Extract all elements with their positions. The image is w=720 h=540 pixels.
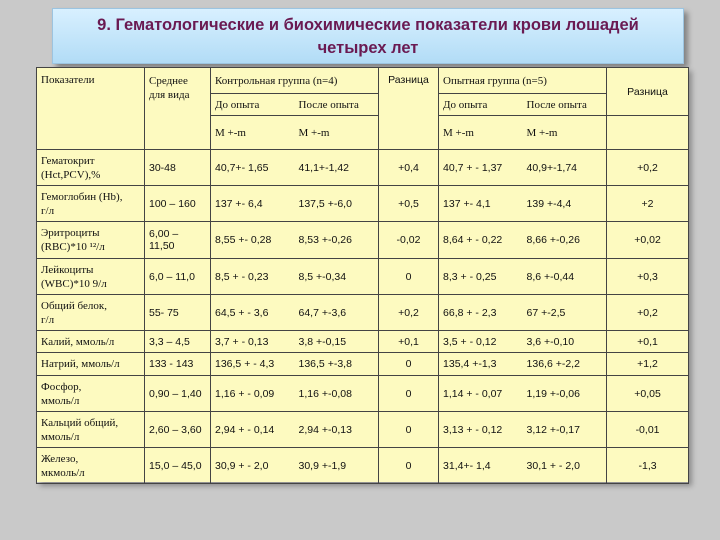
experimental-after: 3,6 +-0,10: [523, 331, 607, 353]
species-mean: 6,00 – 11,50: [145, 222, 211, 259]
header-mean: [145, 68, 211, 150]
header-mean-line-1: Среднее: [149, 75, 188, 87]
indicator-name-line-2: г/л: [41, 313, 55, 326]
experimental-before: 3,13 + - 0,12: [439, 412, 523, 448]
control-difference: 0: [379, 448, 439, 484]
species-mean: 2,60 – 3,60: [145, 412, 211, 448]
indicator-name-line-1: Кальций общий,: [41, 416, 119, 429]
indicator-name-line-1: Гемоглобин (Hb),: [41, 190, 123, 203]
header-m-2: М +-m: [295, 116, 379, 150]
experimental-after: 67 +-2,5: [523, 295, 607, 331]
experimental-difference: +1,2: [607, 353, 689, 376]
table-row: [37, 448, 689, 484]
experimental-difference: +0,1: [607, 331, 689, 353]
control-after: 41,1+-1,42: [295, 150, 379, 186]
indicator-name: [37, 331, 145, 353]
control-after: 3,8 +-0,15: [295, 331, 379, 353]
title-line-1: 9. Гематологические и биохимические показатели крови лошадей: [97, 16, 639, 34]
control-difference: -0,02: [379, 222, 439, 259]
control-difference: +0,2: [379, 295, 439, 331]
species-mean: 6,0 – 11,0: [145, 259, 211, 295]
experimental-after: 30,1 + - 2,0: [523, 448, 607, 484]
indicator-name: [37, 353, 145, 376]
control-difference: 0: [379, 412, 439, 448]
header-control-before: До опыта: [211, 94, 295, 116]
control-difference: 0: [379, 259, 439, 295]
experimental-after: 139 +-4,4: [523, 186, 607, 222]
species-mean: 100 – 160: [145, 186, 211, 222]
experimental-after: 40,9+-1,74: [523, 150, 607, 186]
table-row: [37, 295, 689, 331]
header-m-4: М +-m: [523, 116, 607, 150]
control-before: 30,9 + - 2,0: [211, 448, 295, 484]
control-difference: +0,5: [379, 186, 439, 222]
control-after: 137,5 +-6,0: [295, 186, 379, 222]
control-after: 30,9 +-1,9: [295, 448, 379, 484]
experimental-before: 3,5 + - 0,12: [439, 331, 523, 353]
table-row: [37, 150, 689, 186]
indicator-name-line-1: Общий белок,: [41, 299, 107, 312]
species-mean: 30-48: [145, 150, 211, 186]
indicator-name-line-2: ммоль/л: [41, 430, 80, 443]
experimental-before: 1,14 + - 0,07: [439, 376, 523, 412]
species-mean: 3,3 – 4,5: [145, 331, 211, 353]
experimental-difference: +2: [607, 186, 689, 222]
control-after: 1,16 +-0,08: [295, 376, 379, 412]
control-after: 8,5 +-0,34: [295, 259, 379, 295]
indicator-name: [37, 295, 145, 331]
experimental-difference: +0,02: [607, 222, 689, 259]
indicator-name-line-1: Натрий, ммоль/л: [41, 358, 120, 370]
table-row: [37, 331, 689, 353]
blood-indicators-table: [36, 67, 689, 484]
control-difference: +0,4: [379, 150, 439, 186]
header-m-1: М +-m: [211, 116, 295, 150]
experimental-before: 31,4+- 1,4: [439, 448, 523, 484]
indicator-name-line-2: г/л: [41, 204, 55, 217]
species-mean: 0,90 – 1,40: [145, 376, 211, 412]
experimental-difference: +0,05: [607, 376, 689, 412]
species-mean: 15,0 – 45,0: [145, 448, 211, 484]
indicator-name-line-2: (RBC)*10 ¹²/л: [41, 241, 105, 253]
table-row: [37, 259, 689, 295]
indicator-name: [37, 448, 145, 484]
indicator-name-line-1: Фосфор,: [41, 380, 82, 393]
indicator-name-line-1: Лейкоциты: [41, 263, 94, 276]
header-indicator: Показатели: [37, 68, 145, 150]
indicator-name-line-2: (Hct,PCV),%: [41, 168, 101, 181]
experimental-after: 8,66 +-0,26: [523, 222, 607, 259]
control-before: 8,5 + - 0,23: [211, 259, 295, 295]
experimental-before: 8,3 + - 0,25: [439, 259, 523, 295]
experimental-after: 8,6 +-0,44: [523, 259, 607, 295]
experimental-after: 136,6 +-2,2: [523, 353, 607, 376]
control-after: 2,94 +-0,13: [295, 412, 379, 448]
control-difference: 0: [379, 353, 439, 376]
header-experimental-after: После опыта: [523, 94, 607, 116]
indicator-name: [37, 186, 145, 222]
header-experimental-group: Опытная группа (n=5): [439, 68, 607, 94]
table-row: [37, 186, 689, 222]
slide-title: [52, 8, 684, 64]
header-difference-experimental: Разница: [607, 68, 689, 116]
experimental-difference: +0,2: [607, 150, 689, 186]
control-difference: 0: [379, 376, 439, 412]
experimental-before: 40,7 + - 1,37: [439, 150, 523, 186]
indicator-name: [37, 376, 145, 412]
control-before: 40,7+- 1,65: [211, 150, 295, 186]
table-row: [37, 353, 689, 376]
control-before: 64,5 + - 3,6: [211, 295, 295, 331]
experimental-difference: +0,2: [607, 295, 689, 331]
experimental-difference: -0,01: [607, 412, 689, 448]
title-line-2: четырех лет: [317, 39, 419, 57]
control-after: 8,53 +-0,26: [295, 222, 379, 259]
indicator-name-line-1: Калий, ммоль/л: [41, 335, 115, 348]
indicator-name-line-2: ммоль/л: [41, 394, 80, 407]
header-difference-experimental-empty: [607, 116, 689, 150]
experimental-before: 8,64 + - 0,22: [439, 222, 523, 259]
header-control-group: Контрольная группа (n=4): [211, 68, 379, 94]
indicator-name-line-1: Железо,: [41, 452, 79, 465]
header-m-3: М +-m: [439, 116, 523, 150]
indicator-name-line-2: (WBC)*10 9/л: [41, 277, 107, 290]
control-difference: +0,1: [379, 331, 439, 353]
header-experimental-before: До опыта: [439, 94, 523, 116]
control-before: 137 +- 6,4: [211, 186, 295, 222]
indicator-name: [37, 412, 145, 448]
header-control-after: После опыта: [295, 94, 379, 116]
table-row: [37, 376, 689, 412]
indicator-name-line-1: Гематокрит: [41, 154, 95, 167]
control-after: 136,5 +-3,8: [295, 353, 379, 376]
experimental-difference: -1,3: [607, 448, 689, 484]
species-mean: 55- 75: [145, 295, 211, 331]
experimental-before: 135,4 +-1,3: [439, 353, 523, 376]
experimental-before: 137 +- 4,1: [439, 186, 523, 222]
control-before: 8,55 +- 0,28: [211, 222, 295, 259]
species-mean: 133 - 143: [145, 353, 211, 376]
indicator-name: [37, 150, 145, 186]
experimental-before: 66,8 + - 2,3: [439, 295, 523, 331]
experimental-after: 3,12 +-0,17: [523, 412, 607, 448]
indicator-name-line-2: мкмоль/л: [41, 466, 85, 479]
blood-indicators-table-wrap: [36, 67, 688, 482]
experimental-difference: +0,3: [607, 259, 689, 295]
control-before: 2,94 + - 0,14: [211, 412, 295, 448]
control-before: 3,7 + - 0,13: [211, 331, 295, 353]
control-after: 64,7 +-3,6: [295, 295, 379, 331]
experimental-after: 1,19 +-0,06: [523, 376, 607, 412]
control-before: 136,5 + - 4,3: [211, 353, 295, 376]
indicator-name-line-1: Эритроциты: [41, 227, 100, 239]
header-mean-line-2: для вида: [149, 89, 190, 101]
header-difference-control: Разница: [379, 68, 439, 150]
header-row-groups: [37, 68, 689, 94]
indicator-name: [37, 259, 145, 295]
table-row: [37, 412, 689, 448]
control-before: 1,16 + - 0,09: [211, 376, 295, 412]
indicator-name: [37, 222, 145, 259]
table-row: [37, 222, 689, 259]
